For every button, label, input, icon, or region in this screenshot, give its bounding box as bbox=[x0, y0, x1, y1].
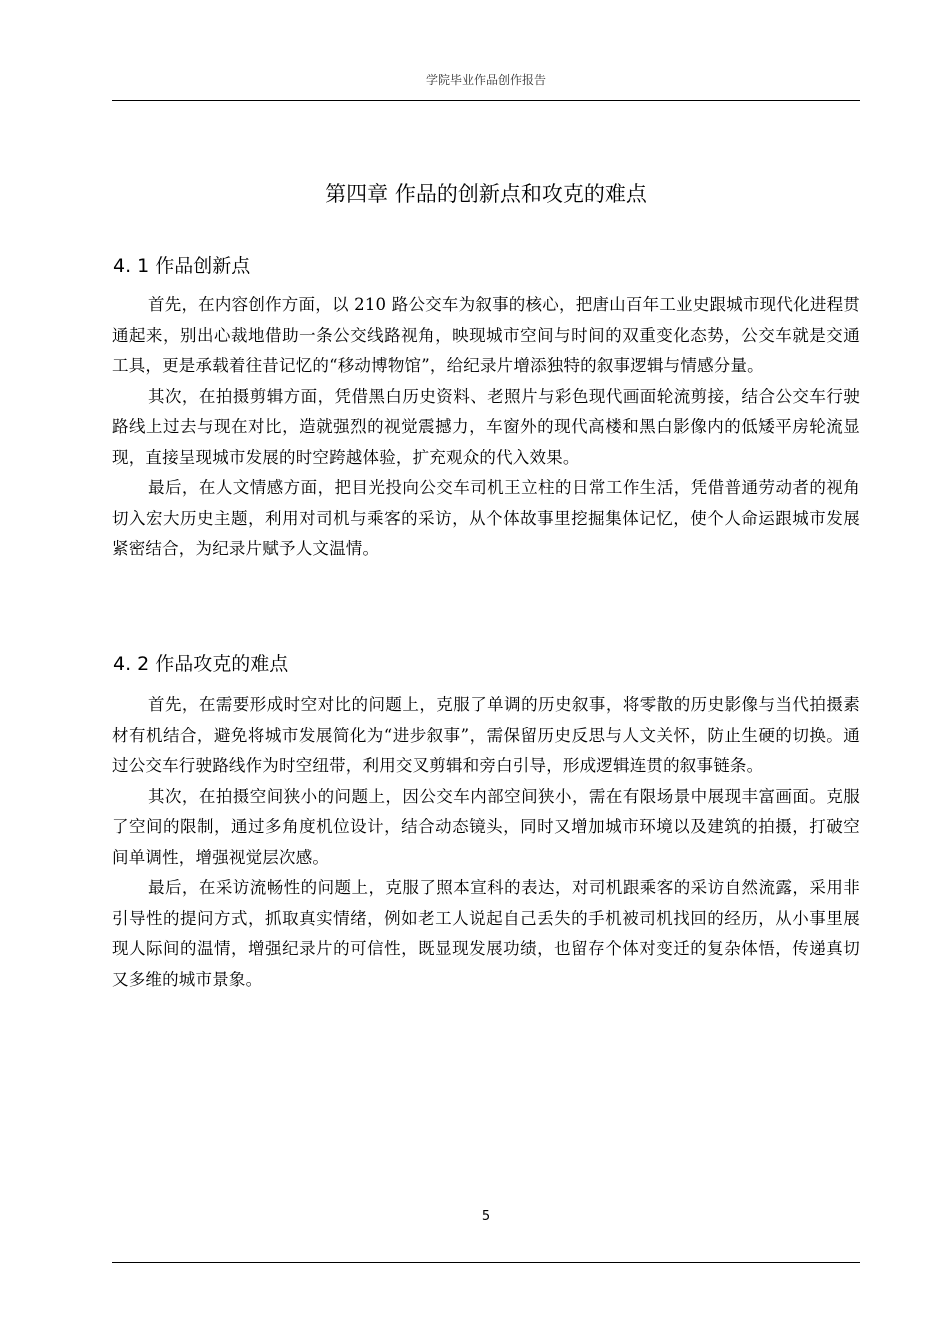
chapter-title: 第四章 作品的创新点和攻克的难点 bbox=[325, 182, 647, 206]
paragraph: 最后，在人文情感方面，把目光投向公交车司机王立柱的日常工作生活，凭借普通劳动者的视角切入宏大历史主题，利用对司机与乘客的采访，从个体故事里挖掘集体记忆，使个人命运跟城市发展紧密结合，为纪录片赋予人文温情。 bbox=[112, 478, 860, 558]
header-rule bbox=[112, 100, 860, 101]
section-heading-innovation: 4. 1 作品创新点 bbox=[113, 255, 251, 277]
page-header: 学院毕业作品创作报告 bbox=[425, 73, 546, 87]
section-body-difficulties bbox=[112, 690, 860, 995]
section-body-innovation bbox=[112, 290, 860, 565]
footer-rule bbox=[112, 1262, 860, 1263]
paragraph: 首先，在内容创作方面，以 210 路公交车为叙事的核心，把唐山百年工业史跟城市现代化进程贯通起来，别出心裁地借助一条公交线路视角，映现城市空间与时间的双重变化态势，公交车就是交通工具，更是承载着往昔记忆的“移动博物馆”，给纪录片增添独特的叙事逻辑与情感分量。 bbox=[112, 295, 860, 375]
paragraph: 其次，在拍摄剪辑方面，凭借黑白历史资料、老照片与彩色现代画面轮流剪接，结合公交车行驶路线上过去与现在对比，造就强烈的视觉震撼力，车窗外的现代高楼和黑白影像内的低矮平房轮流显现，直接呈现城市发展的时空跨越体验，扩充观众的代入效果。 bbox=[112, 386, 860, 467]
paragraph: 首先，在需要形成时空对比的问题上，克服了单调的历史叙事，将零散的历史影像与当代拍摄素材有机结合，避免将城市发展简化为“进步叙事”，需保留历史反思与人文关怀，防止生硬的切换。通过公交车行驶路线作为时空纽带，利用交叉剪辑和旁白引导，形成逻辑连贯的叙事链条。 bbox=[112, 695, 860, 775]
paragraph: 其次，在拍摄空间狭小的问题上，因公交车内部空间狭小，需在有限场景中展现丰富画面。克服了空间的限制，通过多角度机位设计，结合动态镜头，同时又增加城市环境以及建筑的拍摄，打破空间单调性，增强视觉层次感。 bbox=[112, 786, 860, 867]
section-heading-difficulties: 4. 2 作品攻克的难点 bbox=[113, 653, 289, 675]
paragraph: 最后，在采访流畅性的问题上，克服了照本宣科的表达，对司机跟乘客的采访自然流露，采用非引导性的提问方式，抓取真实情绪，例如老工人说起自己丢失的手机被司机找回的经历，从小事里展现人际间的温情，增强纪录片的可信性，既显现发展功绩，也留存个体对变迁的复杂体悟，传递真切又多维的城市景象。 bbox=[112, 878, 860, 989]
page-number: 5 bbox=[481, 1209, 491, 1224]
